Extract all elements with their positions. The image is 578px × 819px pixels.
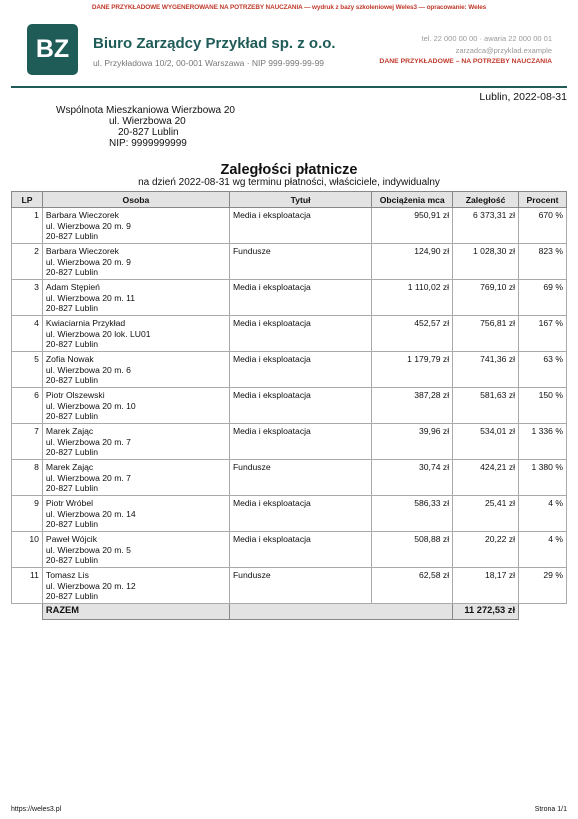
table-header-row	[12, 192, 567, 208]
person-city: 20-827 Lublin	[45, 447, 98, 458]
table-row	[12, 532, 567, 568]
row-lp: 2	[12, 244, 43, 280]
row-charges: 950,91 zł	[372, 208, 453, 244]
table-row	[12, 496, 567, 532]
row-title: Fundusze	[229, 460, 371, 496]
person-city: 20-827 Lublin	[45, 483, 98, 494]
person-name: Marek Zając	[45, 426, 94, 436]
person-city: 20-827 Lublin	[45, 591, 98, 602]
row-percent: 4 %	[519, 532, 567, 568]
person-street: ul. Wierzbowa 20 m. 9	[45, 256, 131, 267]
row-person	[42, 460, 229, 496]
person-name: Marek Zając	[45, 462, 94, 472]
person-city: 20-827 Lublin	[45, 339, 98, 350]
person-street: ul. Wierzbowa 20 m. 14	[45, 508, 136, 519]
company-phone: tel. 22 000 00 00 · awaria 22 000 00 01	[421, 34, 552, 43]
row-title: Fundusze	[229, 568, 371, 604]
row-lp: 3	[12, 280, 43, 316]
total-label: RAZEM	[42, 604, 229, 620]
row-lp: 5	[12, 352, 43, 388]
col-header-title: Tytuł	[229, 192, 371, 208]
col-header-arrears: Zaległość	[453, 192, 519, 208]
company-address: ul. Przykładowa 10/2, 00-001 Warszawa · NIP 999-999-99-99	[93, 58, 325, 68]
table-row	[12, 424, 567, 460]
row-lp: 1	[12, 208, 43, 244]
col-header-charges: Obciążenia mca	[372, 192, 453, 208]
row-arrears: 18,17 zł	[453, 568, 519, 604]
row-percent: 670 %	[519, 208, 567, 244]
footer-page-number: Strona 1/1	[534, 806, 567, 813]
row-arrears: 6 373,31 zł	[453, 208, 519, 244]
arrears-table	[11, 191, 567, 620]
person-city: 20-827 Lublin	[45, 267, 98, 278]
sample-data-banner: DANE PRZYKŁADOWE WYGENEROWANE NA POTRZEBY NAUCZANIA — wydruk z bazy szkoleniowej Weles3 — opracowanie: Weles	[91, 4, 487, 11]
person-city: 20-827 Lublin	[45, 555, 98, 566]
row-person	[42, 208, 229, 244]
row-percent: 69 %	[519, 280, 567, 316]
row-charges: 586,33 zł	[372, 496, 453, 532]
table-row	[12, 316, 567, 352]
row-charges: 30,74 zł	[372, 460, 453, 496]
report-subtitle: na dzień 2022-08-31 wg terminu płatności, właściciele, indywidualny	[138, 177, 440, 188]
row-lp: 4	[12, 316, 43, 352]
row-title: Media i eksploatacja	[229, 280, 371, 316]
row-charges: 387,28 zł	[372, 388, 453, 424]
row-title: Media i eksploatacja	[229, 424, 371, 460]
row-person	[42, 280, 229, 316]
row-arrears: 769,10 zł	[453, 280, 519, 316]
table-row	[12, 568, 567, 604]
person-street: ul. Wierzbowa 20 m. 12	[45, 580, 136, 591]
row-title: Media i eksploatacja	[229, 388, 371, 424]
person-street: ul. Wierzbowa 20 m. 5	[45, 544, 131, 555]
row-title: Media i eksploatacja	[229, 208, 371, 244]
row-person	[42, 532, 229, 568]
row-charges: 1 110,02 zł	[372, 280, 453, 316]
recipient-city: 20-827 Lublin	[118, 127, 179, 138]
person-name: Paweł Wójcik	[45, 534, 98, 544]
row-person	[42, 568, 229, 604]
person-city: 20-827 Lublin	[45, 519, 98, 530]
row-lp: 8	[12, 460, 43, 496]
header-divider	[11, 86, 567, 88]
table-row	[12, 460, 567, 496]
person-name: Barbara Wieczorek	[45, 210, 119, 220]
row-arrears: 756,81 zł	[453, 316, 519, 352]
row-person	[42, 316, 229, 352]
row-lp: 11	[12, 568, 43, 604]
row-lp: 9	[12, 496, 43, 532]
recipient-nip: NIP: 9999999999	[109, 138, 187, 149]
row-charges: 39,96 zł	[372, 424, 453, 460]
col-header-percent: Procent	[519, 192, 567, 208]
row-title: Fundusze	[229, 244, 371, 280]
row-percent: 167 %	[519, 316, 567, 352]
recipient-street: ul. Wierzbowa 20	[109, 116, 186, 127]
row-percent: 1 380 %	[519, 460, 567, 496]
row-arrears: 741,36 zł	[453, 352, 519, 388]
row-arrears: 534,01 zł	[453, 424, 519, 460]
col-header-lp: LP	[12, 192, 43, 208]
row-title: Media i eksploatacja	[229, 496, 371, 532]
row-arrears: 1 028,30 zł	[453, 244, 519, 280]
table-row	[12, 208, 567, 244]
company-email: zarzadca@przyklad.example	[455, 46, 552, 55]
row-percent: 823 %	[519, 244, 567, 280]
row-title: Media i eksploatacja	[229, 532, 371, 568]
person-street: ul. Wierzbowa 20 lok. LU01	[45, 328, 151, 339]
row-percent: 150 %	[519, 388, 567, 424]
row-person	[42, 244, 229, 280]
person-city: 20-827 Lublin	[45, 375, 98, 386]
table-row	[12, 280, 567, 316]
total-row	[12, 604, 567, 620]
report-title: Zaległości płatnicze	[220, 162, 358, 178]
person-name: Zofia Nowak	[45, 354, 94, 364]
row-lp: 7	[12, 424, 43, 460]
table-row	[12, 388, 567, 424]
row-percent: 4 %	[519, 496, 567, 532]
person-street: ul. Wierzbowa 20 m. 10	[45, 400, 136, 411]
row-person	[42, 496, 229, 532]
row-person	[42, 352, 229, 388]
person-name: Tomasz Lis	[45, 570, 89, 580]
table-row	[12, 352, 567, 388]
person-street: ul. Wierzbowa 20 m. 7	[45, 472, 131, 483]
person-street: ul. Wierzbowa 20 m. 7	[45, 436, 131, 447]
row-person	[42, 388, 229, 424]
recipient-name: Wspólnota Mieszkaniowa Wierzbowa 20	[56, 105, 235, 116]
row-arrears: 25,41 zł	[453, 496, 519, 532]
row-arrears: 581,63 zł	[453, 388, 519, 424]
row-percent: 63 %	[519, 352, 567, 388]
person-name: Piotr Wróbel	[45, 498, 94, 508]
person-city: 20-827 Lublin	[45, 411, 98, 422]
person-street: ul. Wierzbowa 20 m. 6	[45, 364, 131, 375]
row-charges: 1 179,79 zł	[372, 352, 453, 388]
row-charges: 62,58 zł	[372, 568, 453, 604]
company-name: Biuro Zarządcy Przykład sp. z o.o.	[93, 35, 336, 52]
table-row	[12, 244, 567, 280]
footer-url: https://weles3.pl	[11, 806, 62, 813]
row-arrears: 20,22 zł	[453, 532, 519, 568]
row-lp: 6	[12, 388, 43, 424]
row-percent: 29 %	[519, 568, 567, 604]
person-city: 20-827 Lublin	[45, 303, 98, 314]
row-arrears: 424,21 zł	[453, 460, 519, 496]
row-person	[42, 424, 229, 460]
person-street: ul. Wierzbowa 20 m. 11	[45, 292, 136, 303]
col-header-person: Osoba	[42, 192, 229, 208]
person-name: Adam Stępień	[45, 282, 100, 292]
sample-note: DANE PRZYKŁADOWE – NA POTRZEBY NAUCZANIA	[379, 58, 552, 65]
person-name: Piotr Olszewski	[45, 390, 105, 400]
person-name: Kwiaciarnia Przykład	[45, 318, 126, 328]
total-value: 11 272,53 zł	[453, 604, 519, 620]
row-title: Media i eksploatacja	[229, 352, 371, 388]
row-lp: 10	[12, 532, 43, 568]
row-charges: 508,88 zł	[372, 532, 453, 568]
row-title: Media i eksploatacja	[229, 316, 371, 352]
row-charges: 124,90 zł	[372, 244, 453, 280]
person-city: 20-827 Lublin	[45, 231, 98, 242]
place-date: Lublin, 2022-08-31	[479, 91, 567, 103]
person-name: Barbara Wieczorek	[45, 246, 119, 256]
company-logo: BZ	[27, 24, 78, 75]
person-street: ul. Wierzbowa 20 m. 9	[45, 220, 131, 231]
row-percent: 1 336 %	[519, 424, 567, 460]
row-charges: 452,57 zł	[372, 316, 453, 352]
